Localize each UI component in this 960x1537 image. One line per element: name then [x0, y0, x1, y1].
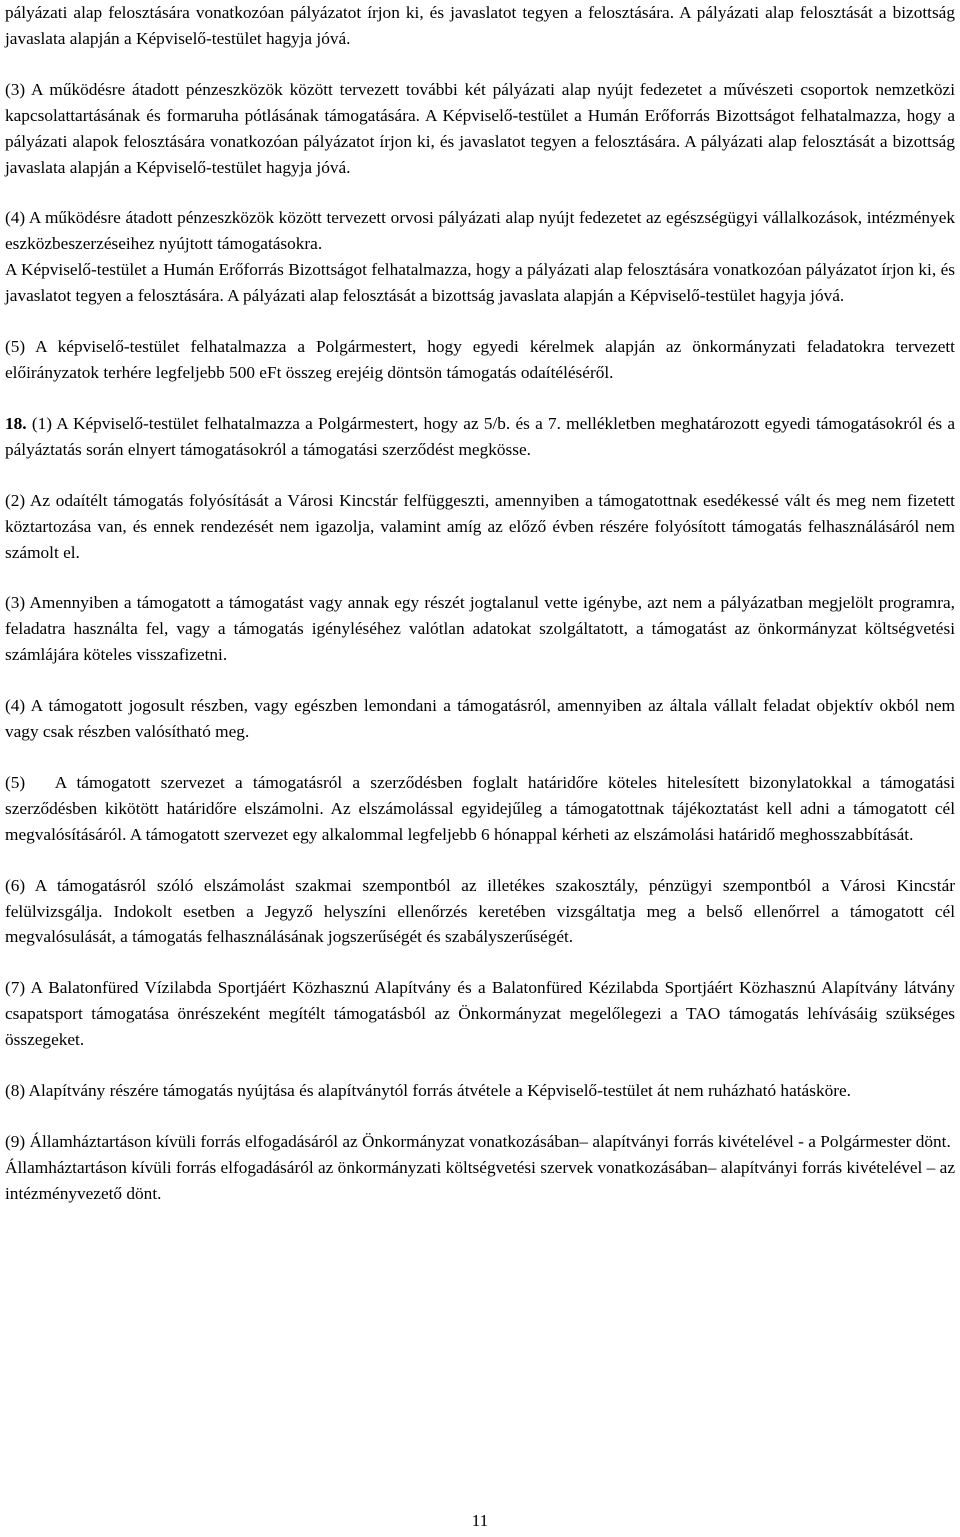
section-18-paragraph-9-continued: Államháztartáson kívüli forrás elfogadásáról az önkormányzati költségvetési szervek vonatkozásában– alapítványi forrás kivételével – az intézményvezető dönt. — [5, 1157, 955, 1203]
section-number: 18. — [5, 413, 27, 433]
section-18-paragraph-5: (5) A támogatott szervezet a támogatásról a szerződésben foglalt határidőre köteles hitelesített bizonylatokkal a támogatási szerződésben kikötött határidőre elszámolni. Az elszámolással egyidejűleg a támogatottnak tájékoztatást kell adni a támogatott cél megvalósításáról. A támogatott szervezet egy alkalommal legfeljebb 6 hónappal kérheti az elszámolási határidő meghosszabbítását. — [5, 772, 960, 844]
section-18-paragraph-3: (3) Amennyiben a támogatott a támogatást vagy annak egy részét jogtalanul vette igénybe, azt nem a pályázatban megjelölt programra, feladatra használta fel, vagy a támogatás igényléséhez valótlan adatokat szolgáltatott, a támogatást az önkormányzat költségvetési számlájára köteles visszafizetni. — [5, 593, 955, 665]
paragraph-3: (3) A működésre átadott pénzeszközök között tervezett további két pályázati alap nyújt fedezetet a művészeti csoportok nemzetközi kapcsolattartásának és formaruha pótlásának támogatására. A Képviselő-testület a Humán Erőforrás Bizottságot felhatalmazza, hogy a pályázati alapok felosztására vonatkozóan pályázatot írjon ki, és javaslatot tegyen a felosztására. A pályázati alap felosztását a bizottság javaslata alapján a Képviselő-testület hagyja jóvá. — [5, 79, 955, 177]
paragraph-continued: pályázati alap felosztására vonatkozóan pályázatot írjon ki, és javaslatot tegyen a felosztására. A pályázati alap felosztását a bizottság javaslata alapján a Képviselő-testület hagyja jóvá. — [5, 3, 955, 48]
paragraph-5: (5) A képviselő-testület felhatalmazza a Polgármestert, hogy egyedi kérelmek alapján az önkormányzati feladatokra tervezett előirányzatok terhére legfeljebb 500 eFt összeg erejéig döntsön támogatás odaítéléséről. — [5, 337, 955, 382]
section-18-paragraph-6: (6) A támogatásról szóló elszámolást szakmai szempontból az illetékes szakosztály, pénzügyi szempontból a Városi Kincstár felülvizsgálja. Indokolt esetben a Jegyző helyszíni ellenőrzés keretében vizsgáltatja meg a belső ellenőrrel a támogatott cél megvalósulását, a támogatás felhasználásának jogszerűségét és szabályszerűségét. — [5, 875, 955, 947]
document-page — [5, 0, 960, 1207]
section-18-paragraph-1 — [5, 411, 955, 463]
section-18-paragraph-4: (4) A támogatott jogosult részben, vagy egészben lemondani a támogatásról, amennyiben az általa vállalt feladat objektív okból nem vagy csak részben valósítható meg. — [5, 696, 955, 742]
section-18-paragraph-1-text: (1) A Képviselő-testület felhatalmazza a Polgármestert, hogy az 5/b. és a 7. mellékletben meghatározott egyedi támogatásokról és a pályáztatás során elnyert támogatásokról a támogatási szerződést megkösse. — [5, 413, 955, 459]
section-18-paragraph-7: (7) A Balatonfüred Vízilabda Sportjáért Közhasznú Alapítvány és a Balatonfüred Kézilabda Sportjáért Közhasznú Alapítvány látvány csapatsport támogatása önrészeként megítélt támogatásból az Önkormányzat megelőlegezi a TAO támogatás lehívásáig szükséges összegeket. — [5, 978, 955, 1050]
section-18-paragraph-2: (2) Az odaítélt támogatás folyósítását a Városi Kincstár felfüggeszti, amennyiben a támogatottnak esedékessé vált és meg nem fizetett köztartozása van, és ennek rendezését nem igazolja, valamint amíg az előző évben részére folyósított támogatás felhasználásáról nem számolt el. — [5, 490, 955, 562]
paragraph-4: (4) A működésre átadott pénzeszközök között tervezett orvosi pályázati alap nyújt fedezetet az egészségügyi vállalkozások, intézmények eszközbeszerzéseihez nyújtott támogatásokra. — [5, 208, 955, 254]
page-number: 11 — [471, 1511, 489, 1530]
paragraph-4-continued: A Képviselő-testület a Humán Erőforrás Bizottságot felhatalmazza, hogy a pályázati alap felosztására vonatkozóan pályázatot írjon ki, és javaslatot tegyen a felosztására. A pályázati alap felosztását a bizottság javaslata alapján a Képviselő-testület hagyja jóvá. — [5, 260, 955, 306]
section-18-paragraph-9: (9) Államháztartáson kívüli forrás elfogadásáról az Önkormányzat vonatkozásában– alapítványi forrás kivételével - a Polgármester dönt. — [5, 1132, 951, 1151]
section-18-paragraph-8: (8) Alapítvány részére támogatás nyújtása és alapítványtól forrás átvétele a Képviselő-testület át nem ruházható hatásköre. — [5, 1081, 851, 1101]
